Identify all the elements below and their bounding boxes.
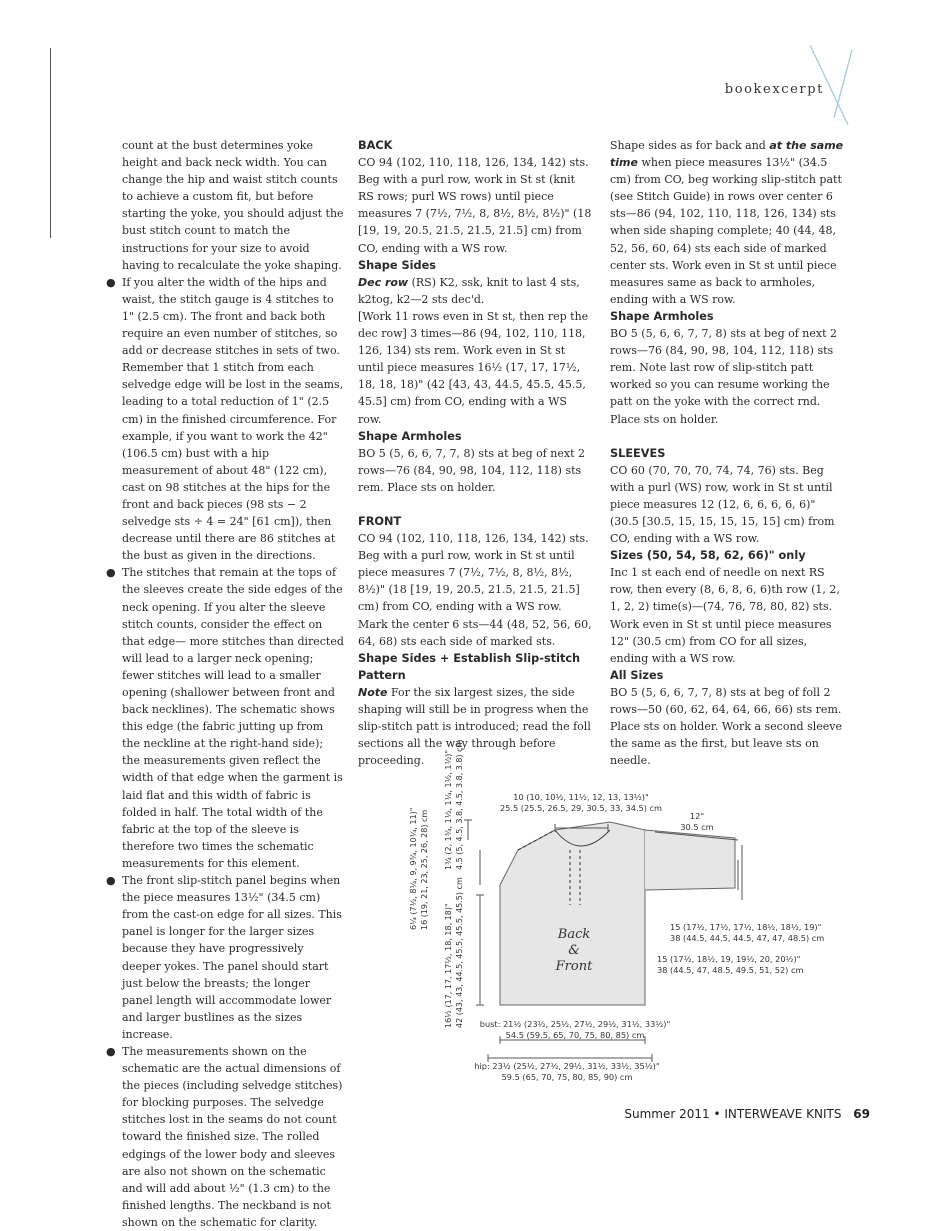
dec-row-paragraph: Dec row (RS) K2, ssk, knit to last 4 sts, k2tog, k2—2 sts dec'd.	[358, 275, 580, 306]
back-paragraph: CO 94 (102, 110, 118, 126, 134, 142) sts. Beg with a purl row, work in St st (knit RS rows; purl WS rows) until piece measures 7 (7½, 7½, 8, 8½, 8½, 8½)" (18 [19, 19, 20.5, 21.5, 21.5, 21.5] cm) from CO, ending with a WS row.	[358, 156, 592, 255]
decorative-cross-lines	[800, 40, 860, 130]
sleeves-paragraph: CO 60 (70, 70, 70, 74, 74, 76) sts. Beg with a purl (WS) row, work in St st until piece measures 12 (12, 6, 6, 6, 6, 6)" (30.5 [30.5, 15, 15, 15, 15, 15] cm) from CO, ending with a WS row.	[610, 463, 835, 546]
all-sizes-heading: All Sizes	[610, 668, 664, 682]
column-notes	[106, 137, 344, 1231]
sizes-heading: Sizes (50, 54, 58, 62, 66)" only	[610, 549, 806, 563]
sleeves-heading: SLEEVES	[610, 446, 666, 460]
shape-sides-heading: Shape Sides	[358, 258, 436, 272]
bullet-dot: ●	[106, 566, 116, 580]
shape-sides-front-paragraph: Shape sides as for back and at the same time when piece measures 13½" (34.5 cm) from CO, beg working slip-stitch patt (see Stitch Guide) in rows over center 6 sts—86 (94, 102, 110, 118, 126, 134) sts when side shaping complete; 40 (44, 48, 52, 56, 60, 64) sts each side of marked center sts. Work even in St st until piece measures same as back to armholes, ending with a WS row.	[610, 139, 844, 306]
label-amp: &	[568, 943, 580, 958]
cuff-cm: 38 (44.5, 44.5, 44.5, 47, 47, 48.5) cm	[670, 933, 825, 943]
front-heading: FRONT	[358, 514, 402, 528]
shape-armholes-paragraph: BO 5 (5, 6, 6, 7, 7, 8) sts at beg of next 2 rows—76 (84, 90, 98, 104, 112, 118) sts rem. Note last row of slip-stitch patt worked so you can resume working the patt on the yoke with the correct rnd. Place sts on holder.	[610, 327, 838, 426]
page-footer	[624, 1107, 870, 1121]
body-length-cm: 42 (43, 43, 44.5, 45.5, 45.5, 45.5) cm	[455, 877, 464, 1028]
shape-armholes-heading: Shape Armholes	[358, 429, 462, 443]
neck-width-in: 10 (10, 10½, 11½, 12, 13, 13½)"	[513, 792, 649, 802]
hip-in: hip: 23½ (25½, 27½, 29½, 31½, 33½, 35½)"	[474, 1061, 660, 1071]
sizes-paragraph: Inc 1 st each end of needle on next RS row, then every (8, 6, 8, 6, 6)th row (1, 2, 1, 2, 2) time(s)—(74, 76, 78, 80, 82) sts. Work even in St st until piece measures 12" (30.5 cm) from CO for all sizes, ending with a WS row.	[610, 566, 840, 665]
yoke-depth-in: 6¼ (7½, 8¼, 9, 9¾, 10¼, 11)"	[409, 807, 418, 930]
front-paragraph: CO 94 (102, 110, 118, 126, 134, 142) sts. Beg with a purl row, work in St st until piece measures 7 (7½, 7½, 8, 8½, 8½, 8½)" (18 [19, 19, 20.5, 21.5, 21.5, 21.5] cm) from CO, ending with a WS row. Mark the center 6 sts—44 (48, 52, 56, 60, 64, 68) sts each side of marked sts.	[358, 532, 592, 648]
neck-edge-in: 1¾ (2, 1¾, 1½, 1¼, 1½, 1½)"	[444, 749, 453, 870]
bust-in: bust: 21½ (23½, 25½, 27½, 29½, 31½, 33½)"	[479, 1019, 671, 1029]
bullet-dot: ●	[106, 874, 116, 888]
column-armholes-sleeves	[610, 137, 845, 769]
yoke-depth-cm: 16 (19, 21, 23, 25, 26, 28) cm	[420, 809, 429, 930]
sleeve-length-in: 12"	[689, 811, 705, 821]
label-back: Back	[557, 927, 591, 942]
upper-arm-cm: 38 (44.5, 47, 48.5, 49.5, 51, 52) cm	[657, 965, 804, 975]
intro-paragraph: count at the bust determines yoke height and back neck width. You can change the hip and waist stitch counts to achieve a custom fit, but before starting the yoke, you should adjust the bust stitch count to match the instructions for your size to avoid having to recalculate the yoke shaping.	[122, 139, 344, 272]
shape-armholes-paragraph: BO 5 (5, 6, 6, 7, 7, 8) sts at beg of next 2 rows—76 (84, 90, 98, 104, 112, 118) sts rem. Place sts on holder.	[358, 446, 586, 494]
shape-sides-slip-heading: Shape Sides + Establish Slip-stitch Pattern	[358, 651, 581, 682]
issue-label: Summer 2011	[624, 1107, 710, 1121]
label-front: Front	[555, 959, 593, 974]
hip-cm: 59.5 (65, 70, 75, 80, 85, 90) cm	[501, 1072, 633, 1082]
margin-rule	[50, 48, 51, 238]
bullet-dot: ●	[106, 275, 116, 289]
bullet-dot: ●	[106, 1044, 116, 1058]
shape-armholes-heading: Shape Armholes	[610, 309, 714, 323]
footer-bullet: •	[713, 1107, 721, 1121]
body-length-in: 16½ (17, 17, 17½, 18, 18, 18)"	[444, 903, 453, 1028]
bust-cm: 54.5 (59.5, 65, 70, 75, 80, 85) cm	[505, 1030, 645, 1040]
note-paragraph: Note For the six largest sizes, the side shaping will still be in progress when the slip-stitch patt is introduced; read the foll sections all the way through before proceeding.	[358, 685, 591, 768]
page-number: 69	[853, 1107, 870, 1121]
bullet-item: ● The stitches that remain at the tops of the sleeves create the side edges of the neck opening. If you alter the sleeve stitch counts, consider the effect on that edge— more stitches than directed will lead to a larger neck opening; fewer stitches will lead to a smaller opening (shallower between front and back necklines). The schematic shows this edge (the fabric jutting up from the neckline at the right-hand side); the measurements given reflect the width of that edge when the garment is laid flat and this width of fabric is folded in half. The total width of the fabric at the top of the sleeve is therefore two times the schematic measurements for this element.	[106, 566, 344, 870]
sleeve-length-cm: 30.5 cm	[680, 822, 714, 832]
neck-edge-cm: 4.5 (5, 4.5, 3.8, 4.5, 3.8, 3.8) cm	[455, 739, 464, 870]
neck-width-cm: 25.5 (25.5, 26.5, 29, 30.5, 33, 34.5) cm	[499, 803, 663, 813]
back-heading: BACK	[358, 139, 393, 152]
all-sizes-paragraph: BO 5 (5, 6, 6, 7, 7, 8) sts at beg of foll 2 rows—50 (60, 62, 64, 64, 66, 66) sts rem. Place sts on holder. Work a second sleeve the same as the first, but leave sts on needle.	[610, 685, 842, 768]
section-label: bookexcerpt	[724, 82, 824, 97]
garment-schematic	[380, 725, 850, 1090]
magazine-name: INTERWEAVE KNITS	[724, 1107, 842, 1121]
bullet-item: ● The measurements shown on the schematic are the actual dimensions of the pieces (including selvedge stitches) for blocking purposes. The selvedge stitches lost in the seams do not count toward the finished size. The rolled edgings of the lower body and sleeves are also not shown on the schematic and will add about ½" (1.3 cm) to the finished lengths. The neckband is not shown on the schematic for clarity.	[106, 1044, 343, 1229]
cuff-in: 15 (17½, 17½, 17½, 18½, 18½, 19)"	[670, 922, 822, 932]
bullet-item: ● The front slip-stitch panel begins when the piece measures 13½" (34.5 cm) from the cast-on edge for all sizes. This panel is longer for the larger sizes because they have progressively deeper yokes. The panel should start just below the breasts; the longer panel length will accommodate lower and larger bustlines as the sizes increase.	[106, 874, 342, 1041]
dec-repeat-paragraph: [Work 11 rows even in St st, then rep the dec row] 3 times—86 (94, 102, 110, 118, 126, 134) sts rem. Work even in St st until piece measures 16½ (17, 17, 17½, 18, 18, 18)" (42 [43, 43, 44.5, 45.5, 45.5, 45.5] cm) from CO, ending with a WS row.	[358, 309, 589, 426]
upper-arm-in: 15 (17½, 18½, 19, 19½, 20, 20½)"	[657, 954, 801, 964]
bullet-item: ● If you alter the width of the hips and waist, the stitch gauge is 4 stitches to 1" (2.5 cm). The front and back both require an even number of stitches, so add or decrease stitches in sets of two. Remember that 1 stitch from each selvedge edge will be lost in the seams, leading to a total reduction of 1" (2.5 cm) in the finished circumference. For example, if you want to work the 42" (106.5 cm) bust with a hip measurement of about 48" (122 cm), cast on 98 stitches at the hips for the front and back pieces (98 sts − 2 selvedge sts ÷ 4 = 24" [61 cm]), then decrease until there are 86 stitches at the bust as given in the directions.	[106, 275, 344, 563]
column-back-front	[358, 137, 593, 769]
